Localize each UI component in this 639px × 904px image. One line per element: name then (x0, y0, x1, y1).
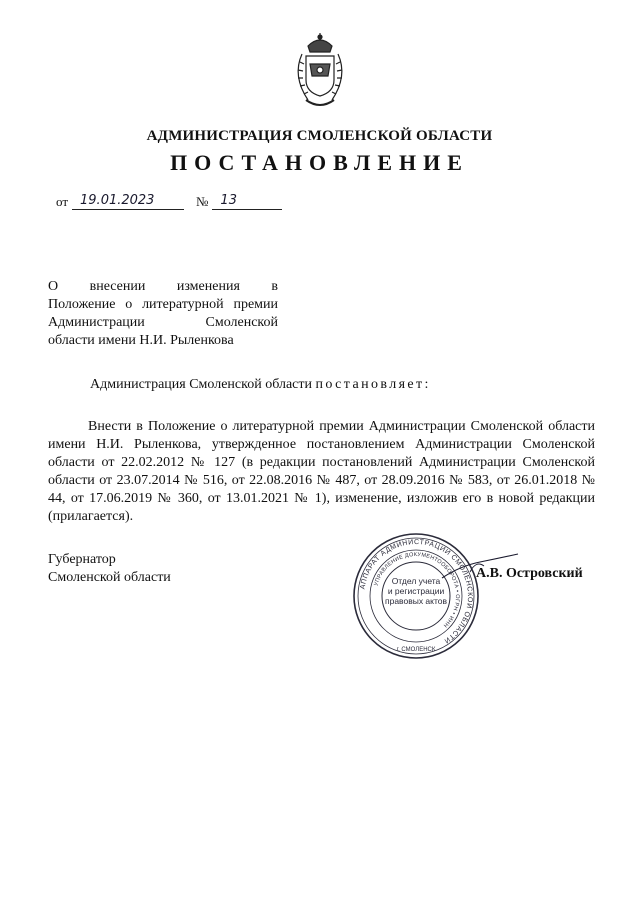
date-number-line (56, 190, 282, 210)
subject-line: области имени Н.И. Рыленкова (48, 333, 234, 348)
document-number: 13 (212, 193, 282, 210)
number-sign: № (196, 194, 209, 209)
signer-position-line: Смоленской области (48, 570, 171, 585)
stamp-city-text: г. СМОЛЕНСК (396, 647, 436, 653)
stamp-inner-text: УПРАВЛЕНИЕ ДОКУМЕНТООБОРОТА • ОГРН • ИНН (373, 551, 461, 629)
resolution-subject: Администрация Смоленской области (90, 377, 313, 392)
stamp-center-line: правовых актов (384, 596, 448, 606)
signer-position (48, 551, 171, 587)
date-prefix: от (56, 194, 69, 209)
stamp-center-line: и регистрации (387, 586, 445, 596)
document-date: 19.01.2023 (72, 193, 184, 210)
signer-name: А.В. Островский (476, 566, 583, 581)
body-paragraph: Внести в Положение о литературной премии Администрации Смоленской области имени Н.И. Рыленкова, утвержденное постановлением Администрации Смоленской области от 22.02.2012 № 127 (в редакции постановлений Администрации Смоленской области от 23.07.2014 № 516, от 22.08.2016 № 487, от 28.09.2016 № 583, от 26.01.2018 № 44, от 17.06.2019 № 360, от 13.01.2021 № 1), изменение, изложив его в новой редакции (прилагается). (48, 419, 595, 524)
signer-position-line: Губернатор (48, 552, 116, 567)
subject-line: Администрации Смоленской (48, 315, 278, 330)
resolution-verb: постановляет: (315, 377, 431, 392)
stamp-center-line: Отдел учета (391, 576, 441, 586)
subject-block (48, 278, 278, 350)
subject-line: О внесении изменения в (48, 279, 278, 294)
organization-title: АДМИНИСТРАЦИЯ СМОЛЕНСКОЙ ОБЛАСТИ (146, 128, 493, 144)
document-type-title: ПОСТАНОВЛЕНИЕ (170, 150, 469, 175)
resolution-clause (90, 377, 431, 393)
stamp-outer-text: АППАРАТ АДМИНИСТРАЦИИ СМОЛЕНСКОЙ ОБЛАСТИ (359, 538, 474, 645)
subject-line: Положение о литературной премии (48, 297, 278, 312)
coat-of-arms-icon (288, 32, 352, 112)
